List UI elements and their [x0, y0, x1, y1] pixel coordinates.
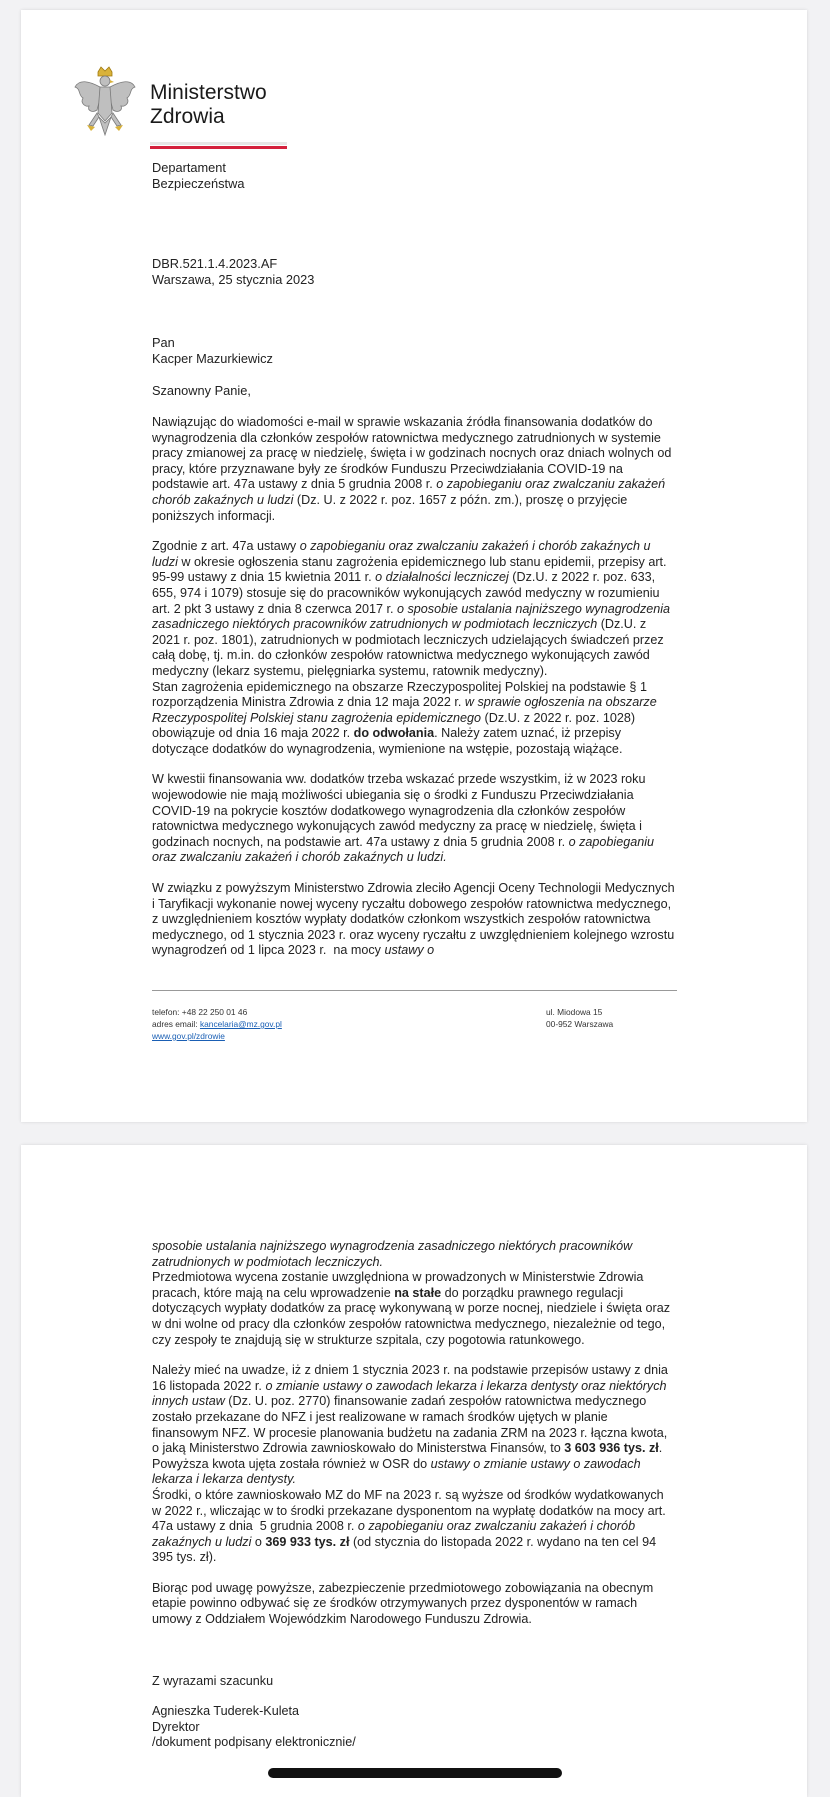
home-indicator[interactable] [268, 1768, 562, 1778]
department-line1: Departament [152, 160, 226, 175]
paragraph-continuation: sposobie ustalania najniższego wynagrodzenia zasadniczego niektórych pracowników zatrudnionych w podmiotach leczniczych. [152, 1239, 633, 1269]
reference-block [152, 256, 314, 288]
footer-address [546, 1006, 613, 1030]
salutation: Szanowny Panie, [152, 383, 251, 398]
polish-eagle-emblem-icon [73, 65, 137, 143]
signature-note: /dokument podpisany elektronicznie/ [152, 1735, 356, 1750]
paragraph-legal-basis: Zgodnie z art. 47a ustawy o zapobieganiu oraz zwalczaniu zakażeń i chorób zakaźnych u ludzi w okresie ogłoszenia stanu zagrożenia epidemicznego lub stanu epidemii, przepisy art. 95-99 ustawy z dnia 15 kwietnia 2011 r. o działalności leczniczej (Dz.U. z 2022 r. poz. 633, 655, 974 i 1079) stosuje się do pracowników wykonujących zawód medyczny w rozumieniu art. 2 pkt 3 ustawy z dnia 8 czerwca 2017 r. o sposobie ustalania najniższego wynagrodzenia zasadniczego niektórych pracowników zatrudnionych w podmiotach leczniczych (Dz.U. z 2021 r. poz. 1801), zatrudnionych w podmiotach leczniczych udzielających świadczeń przez całą dobę, tj. m.in. do członków zespołów ratownictwa medycznego wykonujących zawód medyczny (lekarz systemu, pielęgniarka systemu, ratownik medyczny). [152, 539, 671, 678]
footer-email-link[interactable]: kancelaria@mz.gov.pl [199, 1019, 282, 1029]
addressee-name: Kacper Mazurkiewicz [152, 351, 273, 366]
flag-bar-white [150, 142, 287, 145]
addressee-title: Pan [152, 335, 175, 350]
footer-divider [152, 990, 677, 991]
paragraph-conclusion: Biorąc pod uwagę powyższe, zabezpieczenie przedmiotowego zobowiązania na obecnym etapie powinno odbywać się ze środków otrzymywanych przez dysponentów w ramach umowy z Oddziałem Wojewódzkim Narodowego Funduszu Zdrowia. [152, 1580, 654, 1627]
footer-contact [152, 1006, 282, 1042]
paragraph-intro: Nawiązując do wiadomości e-mail w sprawie wskazania źródła finansowania dodatków do wynagrodzenia dla członków zespołów ratownictwa medycznego zatrudnionych w systemie pracy zmianowej za pracę w niedzielę, święta i w godzinach nocnych oraz dniach wolnych od pracy, które przyznawane były ze środków Funduszu Przeciwdziałania COVID-19 na podstawie art. 47a ustawy z dnia 5 grudnia 2008 r. o zapobieganiu oraz zwalczaniu zakażeń chorób zakaźnych u ludzi (Dz. U. z 2022 r. poz. 1657 z późn. zm.), proszę o przyjęcie poniższych informacji. [152, 415, 672, 523]
footer-website-link[interactable]: www.gov.pl/zdrowie [152, 1031, 225, 1041]
letter-body-page-2 [152, 1239, 676, 1751]
letter-body-page-1 [152, 415, 676, 959]
department [152, 160, 244, 192]
paragraph-aotmit: W związku z powyższym Ministerstwo Zdrowia zleciło Agencji Oceny Technologii Medycznych i Taryfikacji wykonanie nowej wyceny ryczałtu dobowego zespołów ratownictwa medycznego, z uwzględnieniem kosztów wypłaty dodatków członkom wszystkich zespołów ratownictwa medycznego, od 1 stycznia 2023 r. oraz wyceny ryczałtu z uwzględnieniem kolejnego wzrostu wynagrodzeń od 1 lipca 2023 r. na mocy ustawy o [152, 881, 675, 958]
paragraph-mf-funds: Środki, o które zawnioskowało MZ do MF na 2023 r. są wyższe od środków wydatkowanych w 2022 r., wliczając w to środki przekazane dysponentom na wypłatę dodatków na mocy art. 47a ustawy z dnia 5 grudnia 2008 r. o zapobieganiu oraz zwalczaniu zakażeń i chorób zakaźnych u ludzi o 369 933 tys. zł (od stycznia do listopada 2022 r. wydano na ten cel 94 395 tys. zł). [152, 1487, 666, 1565]
flag-bar-red [150, 146, 287, 149]
paragraph-epidemic-state: Stan zagrożenia epidemicznego na obszarze Rzeczypospolitej Polskiej na podstawie § 1 rozporządzenia Ministra Zdrowia z dnia 12 maja 2022 r. w sprawie ogłoszenia na obszarze Rzeczypospolitej Polskiej stanu zagrożenia epidemicznego (Dz.U. z 2022 r. poz. 1028) obowiązuje od dnia 16 maja 2022 r. do odwołania. Należy zatem uznać, iż przepisy dotyczące dodatków do wynagrodzenia, wymienione na wstępie, pozostają wiążące. [152, 679, 657, 756]
footer-email-row: adres email: kancelaria@mz.gov.pl [152, 1019, 282, 1029]
signatory-name: Agnieszka Tuderek-Kuleta [152, 1704, 300, 1719]
paragraph-valuation: Przedmiotowa wycena zostanie uwzględniona w prowadzonych w Ministerstwie Zdrowia pracach, które mają na celu wprowadzenie na stałe do porządku prawnego regulacji dotyczących wypłaty dodatków za pracę wykonywaną w porze nocnej, niedziele i święta oraz w dni wolne od pracy dla członków zespołów ratownictwa medycznego, niezależnie od tego, czy zespoły te znajdują się w strukturze szpitala, czy pogotowia ratunkowego. [152, 1270, 671, 1347]
footer-phone: telefon: +48 22 250 01 46 [152, 1007, 248, 1017]
footer-street: ul. Miodowa 15 [546, 1007, 603, 1017]
place-date: Warszawa, 25 stycznia 2023 [152, 272, 315, 287]
signatory-position: Dyrektor [152, 1719, 200, 1734]
footer-city: 00-952 Warszawa [546, 1019, 614, 1029]
paragraph-financing: W kwestii finansowania ww. dodatków trzeba wskazać przede wszystkim, iż w 2023 roku wojewodowie nie mają możliwości ubiegania się o środki z Funduszu Przeciwdziałania COVID-19 na pokrycie kosztów dodatkowego wynagrodzenia dla członków zespołów ratownictwa medycznego wykonujących zawód medyczny za pracę w niedzielę, święta i godzinach nocnych, na podstawie art. 47a ustawy z dnia 5 grudnia 2008 r. o zapobieganiu oraz zwalczaniu zakażeń i chorób zakaźnych u ludzi. [152, 772, 655, 865]
reference-number: DBR.521.1.4.2023.AF [152, 256, 278, 271]
paragraph-nfz-funding: Należy mieć na uwadze, iż z dniem 1 stycznia 2023 r. na podstawie przepisów ustawy z dnia 16 listopada 2022 r. o zmianie ustawy o zawodach lekarza i lekarza dentysty oraz niektórych innych ustaw (Dz. U. poz. 2770) finansowanie zadań zespołów ratownictwa medycznego zostało przekazane do NFZ i jest realizowane w ramach środków ujętych w planie finansowym NFZ. W procesie planowania budżetu na zadania ZRM na 2023 r. łączna kwota, o jaką Ministerstwo Zdrowia zawnioskowało do Ministerstwa Finansów, to 3 603 936 tys. zł. Powyższa kwota ujęta została również w OSR do ustawy o zmianie ustawy o zawodach lekarza i lekarza dentysty. [152, 1363, 668, 1487]
letter-page-2 [21, 1145, 807, 1797]
letter-page-1 [21, 10, 807, 1122]
department-line2: Bezpieczeństwa [152, 176, 245, 191]
closing-regards: Z wyrazami szacunku [152, 1673, 274, 1688]
ministry-name: Ministerstwo Zdrowia [150, 81, 267, 128]
addressee [152, 335, 273, 367]
